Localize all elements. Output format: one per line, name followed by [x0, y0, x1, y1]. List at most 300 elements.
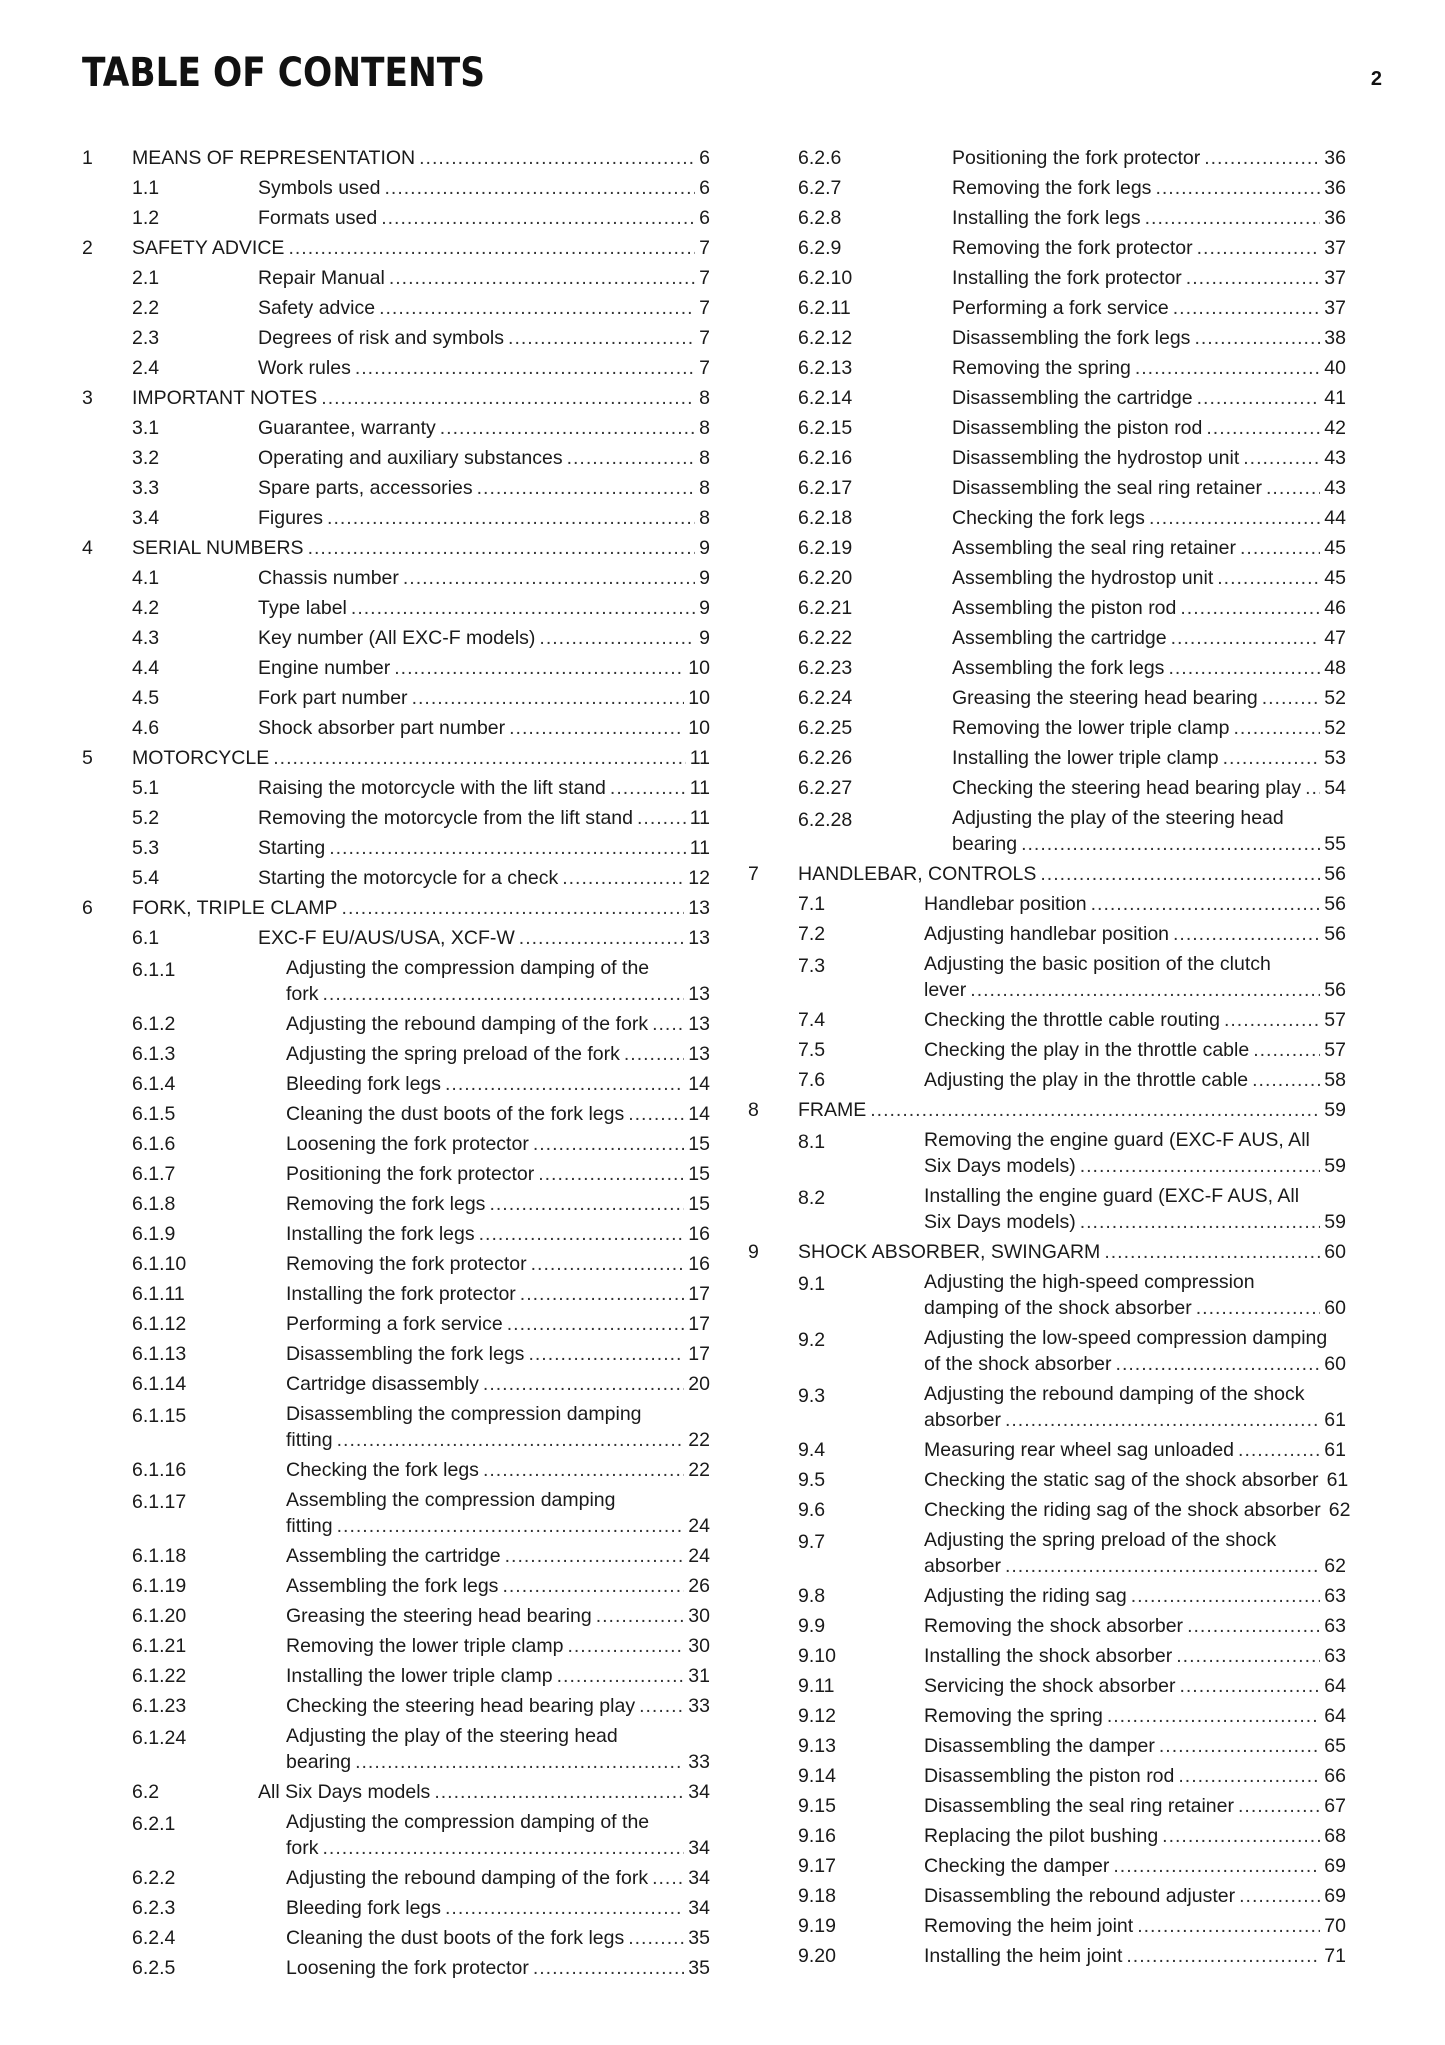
- toc-entry[interactable]: [748, 173, 1346, 203]
- dot-leader: [531, 1249, 685, 1279]
- toc-entry[interactable]: [748, 413, 1346, 443]
- toc-entry-page: 11: [689, 807, 710, 829]
- toc-entry-number: 8.1: [798, 1131, 826, 1153]
- dot-leader: [1240, 533, 1320, 563]
- toc-entry-title: Safety advice: [258, 297, 376, 319]
- toc-entry-title: Installing the lower triple clamp: [286, 1665, 553, 1687]
- dot-leader: [1262, 683, 1321, 713]
- dot-leader: [445, 1069, 684, 1099]
- dot-leader: [502, 1571, 684, 1601]
- toc-entry[interactable]: [748, 1791, 1346, 1821]
- toc-entry[interactable]: [82, 1159, 710, 1189]
- toc-entry-title: Disassembling the hydrostop unit: [952, 447, 1240, 469]
- toc-entry-number: 6.1.9: [132, 1223, 176, 1245]
- toc-entry[interactable]: [82, 803, 710, 833]
- toc-entry-page: 13: [688, 1043, 710, 1065]
- toc-entry[interactable]: [82, 503, 710, 533]
- toc-entry[interactable]: [748, 1379, 1346, 1435]
- toc-entry[interactable]: [82, 293, 710, 323]
- toc-entry-page: 11: [689, 777, 710, 799]
- dot-leader: [1178, 1761, 1320, 1791]
- toc-entry[interactable]: [748, 383, 1346, 413]
- toc-entry-title: fork: [286, 1837, 319, 1859]
- toc-entry-number: 6.2.13: [798, 357, 853, 379]
- dot-leader: [1206, 413, 1320, 443]
- toc-entry-page: 36: [1324, 177, 1346, 199]
- toc-entry-page: 38: [1324, 327, 1346, 349]
- toc-entry-title: Adjusting the spring preload of the shock: [924, 1529, 1277, 1551]
- toc-entry-page: 8: [699, 417, 710, 439]
- toc-entry-page: 16: [688, 1253, 710, 1275]
- toc-entry[interactable]: [748, 203, 1346, 233]
- dot-leader: [557, 1661, 685, 1691]
- toc-entry-title: Adjusting the rebound damping of the fork: [286, 1867, 649, 1889]
- page-number: 2: [1370, 68, 1382, 90]
- toc-entry[interactable]: [748, 743, 1346, 773]
- toc-entry[interactable]: [748, 323, 1346, 353]
- toc-entry[interactable]: [82, 1691, 710, 1721]
- toc-entry-title: Assembling the cartridge: [952, 627, 1167, 649]
- toc-entry[interactable]: [82, 473, 710, 503]
- toc-entry[interactable]: [748, 713, 1346, 743]
- toc-entry-number: 2.1: [132, 267, 160, 289]
- toc-entry[interactable]: [82, 683, 710, 713]
- toc-entry-title: Greasing the steering head bearing: [952, 687, 1258, 709]
- dot-leader: [1126, 1941, 1320, 1971]
- toc-entry[interactable]: [82, 1893, 710, 1923]
- toc-entry-title: Disassembling the damper: [924, 1735, 1155, 1757]
- toc-entry[interactable]: [82, 863, 710, 893]
- dot-leader: [1173, 293, 1321, 323]
- toc-entry[interactable]: [748, 1267, 1346, 1323]
- toc-entry-title: bearing: [952, 833, 1018, 855]
- toc-entry[interactable]: [748, 473, 1346, 503]
- toc-entry-page: 20: [688, 1373, 710, 1395]
- toc-entry[interactable]: [748, 1941, 1346, 1971]
- dot-leader: [1253, 1035, 1320, 1065]
- toc-entry[interactable]: [748, 1435, 1346, 1465]
- toc-entry[interactable]: [748, 1323, 1346, 1379]
- toc-entry-title: Adjusting the low-speed compression damping: [924, 1327, 1328, 1349]
- toc-entry[interactable]: [82, 353, 710, 383]
- toc-entry[interactable]: [82, 1099, 710, 1129]
- dot-leader: [1238, 1435, 1320, 1465]
- toc-entry[interactable]: [82, 323, 710, 353]
- toc-entry[interactable]: [82, 1219, 710, 1249]
- toc-entry[interactable]: [82, 263, 710, 293]
- toc-entry-page: 35: [688, 1927, 710, 1949]
- toc-entry-number: 6.2.28: [798, 809, 853, 831]
- toc-entry[interactable]: [748, 143, 1346, 173]
- toc-entry-page: 64: [1324, 1675, 1346, 1697]
- toc-entry[interactable]: [82, 1009, 710, 1039]
- toc-entry-title: Type label: [258, 597, 347, 619]
- toc-entry[interactable]: [748, 683, 1346, 713]
- toc-entry[interactable]: [82, 1369, 710, 1399]
- toc-entry[interactable]: [82, 1541, 710, 1571]
- toc-entry[interactable]: [82, 713, 710, 743]
- toc-entry-number: 6.2.1: [132, 1813, 176, 1835]
- dot-leader: [1149, 503, 1320, 533]
- toc-entry[interactable]: [748, 623, 1346, 653]
- toc-entry[interactable]: [82, 1571, 710, 1601]
- toc-entry-title: Removing the lower triple clamp: [952, 717, 1230, 739]
- toc-entry-title: Performing a fork service: [952, 297, 1169, 319]
- toc-entry-number: 6.1.24: [132, 1727, 187, 1749]
- dot-leader: [337, 1427, 685, 1453]
- toc-entry[interactable]: [748, 1881, 1346, 1911]
- toc-entry[interactable]: [82, 893, 710, 923]
- toc-entry-title: FRAME: [798, 1099, 867, 1121]
- toc-entry-title: Degrees of risk and symbols: [258, 327, 505, 349]
- toc-entry-number: 6.1.17: [132, 1491, 187, 1513]
- toc-entry[interactable]: [82, 1631, 710, 1661]
- toc-entry-number: 9.7: [798, 1531, 826, 1553]
- toc-entry-title: Checking the steering head bearing play: [286, 1695, 636, 1717]
- toc-entry[interactable]: [82, 1661, 710, 1691]
- toc-entry[interactable]: [748, 1581, 1346, 1611]
- dot-leader: [1233, 713, 1320, 743]
- toc-entry[interactable]: [82, 383, 710, 413]
- dot-leader: [1197, 233, 1321, 263]
- toc-entry-title: Adjusting the play of the steering head: [952, 807, 1284, 829]
- toc-entry-number: 9.4: [798, 1439, 826, 1461]
- toc-entry[interactable]: [748, 1821, 1346, 1851]
- toc-entry-number: 6.2.24: [798, 687, 853, 709]
- dot-leader: [1266, 473, 1320, 503]
- dot-leader: [1155, 173, 1320, 203]
- dot-leader: [329, 833, 686, 863]
- toc-entry-title: Disassembling the rebound adjuster: [924, 1885, 1236, 1907]
- toc-entry[interactable]: [748, 1495, 1351, 1525]
- dot-leader: [637, 803, 686, 833]
- toc-entry[interactable]: [82, 1399, 710, 1455]
- toc-entry-number: 9.17: [798, 1855, 836, 1877]
- toc-entry-title: Checking the fork legs: [286, 1459, 479, 1481]
- toc-entry[interactable]: [748, 859, 1346, 889]
- toc-entry[interactable]: [82, 1601, 710, 1631]
- toc-entry-title: Installing the fork legs: [286, 1223, 475, 1245]
- toc-entry-number: 6.1.18: [132, 1545, 187, 1567]
- toc-entry-page: 33: [688, 1695, 710, 1717]
- dot-leader: [445, 1893, 684, 1923]
- toc-entry-page: 63: [1324, 1585, 1346, 1607]
- toc-entry-page: 14: [688, 1103, 710, 1125]
- dot-leader: [1239, 1881, 1320, 1911]
- toc-entry[interactable]: [748, 353, 1346, 383]
- toc-entry[interactable]: [82, 1069, 710, 1099]
- toc-entry[interactable]: [748, 443, 1346, 473]
- toc-entry-page: 56: [1324, 863, 1346, 885]
- toc-entry-title: lever: [924, 979, 967, 1001]
- toc-entry-title: Handlebar position: [924, 893, 1087, 915]
- dot-leader: [412, 683, 685, 713]
- toc-entry-title: Six Days models): [924, 1211, 1076, 1233]
- toc-entry[interactable]: [82, 593, 710, 623]
- toc-entry-page: 7: [699, 357, 710, 379]
- dot-leader: [652, 1009, 684, 1039]
- toc-entry-page: 62: [1328, 1499, 1351, 1521]
- toc-entry-page: 17: [688, 1343, 710, 1365]
- dot-leader: [394, 653, 684, 683]
- toc-entry-title: Engine number: [258, 657, 391, 679]
- toc-entry-title: SAFETY ADVICE: [132, 237, 285, 259]
- toc-entry-number: 4.3: [132, 627, 160, 649]
- toc-entry-number: 8: [748, 1099, 759, 1121]
- toc-entry-page: 62: [1324, 1555, 1346, 1577]
- dot-leader: [273, 743, 686, 773]
- toc-entry-title: Removing the motorcycle from the lift stand: [258, 807, 633, 829]
- toc-entry-page: 52: [1324, 717, 1346, 739]
- toc-entry[interactable]: [82, 533, 710, 563]
- toc-entry[interactable]: [748, 1525, 1346, 1581]
- toc-entry-title: Bleeding fork legs: [286, 1897, 442, 1919]
- toc-entry[interactable]: [748, 1035, 1346, 1065]
- toc-entry[interactable]: [82, 1039, 710, 1069]
- toc-entry-number: 6.1.11: [132, 1283, 185, 1305]
- dot-leader: [1080, 1209, 1321, 1235]
- toc-entry-number: 6.2.22: [798, 627, 853, 649]
- toc-entry[interactable]: [748, 803, 1346, 859]
- toc-entry-number: 6.2.7: [798, 177, 842, 199]
- dot-leader: [1131, 1581, 1321, 1611]
- toc-entry-page: 36: [1324, 207, 1346, 229]
- toc-entry[interactable]: [748, 1911, 1346, 1941]
- toc-entry-page: 17: [688, 1313, 710, 1335]
- toc-entry-page: 60: [1324, 1353, 1346, 1375]
- toc-entry[interactable]: [748, 919, 1346, 949]
- dot-leader: [1238, 1791, 1320, 1821]
- dot-leader: [533, 1129, 684, 1159]
- toc-entry[interactable]: [748, 1701, 1346, 1731]
- toc-entry[interactable]: [82, 773, 710, 803]
- dot-leader: [624, 1039, 684, 1069]
- toc-entry-number: 9.13: [798, 1735, 836, 1757]
- toc-entry[interactable]: [748, 1465, 1349, 1495]
- toc-entry-title: Checking the static sag of the shock absorber: [924, 1469, 1319, 1491]
- toc-entry[interactable]: [82, 1953, 710, 1983]
- dot-leader: [1104, 1237, 1320, 1267]
- toc-entry-title: Adjusting the basic position of the clutch: [924, 953, 1271, 975]
- toc-entry[interactable]: [748, 1611, 1346, 1641]
- toc-entry[interactable]: [748, 1761, 1346, 1791]
- toc-entry-page: 63: [1324, 1615, 1346, 1637]
- dot-leader: [1116, 1351, 1321, 1377]
- toc-entry-page: 57: [1324, 1039, 1346, 1061]
- toc-entry-title: MEANS OF REPRESENTATION: [132, 147, 416, 169]
- toc-entry[interactable]: [748, 593, 1346, 623]
- toc-entry-number: 6.1.1: [132, 959, 176, 981]
- dot-leader: [970, 977, 1320, 1003]
- toc-entry-number: 5.1: [132, 777, 160, 799]
- dot-leader: [308, 533, 696, 563]
- toc-entry-page: 10: [688, 657, 710, 679]
- toc-entry-page: 60: [1324, 1241, 1346, 1263]
- toc-entry-number: 9.10: [798, 1645, 836, 1667]
- toc-entry-number: 6.2.4: [132, 1927, 176, 1949]
- toc-entry-number: 6.1.8: [132, 1193, 176, 1215]
- toc-entry-page: 12: [688, 867, 710, 889]
- toc-entry-page: 57: [1324, 1009, 1346, 1031]
- toc-entry[interactable]: [748, 1125, 1346, 1181]
- toc-entry-page: 59: [1324, 1099, 1346, 1121]
- toc-entry-page: 16: [688, 1223, 710, 1245]
- toc-entry-title: Adjusting the spring preload of the fork: [286, 1043, 620, 1065]
- toc-entry-number: 6.2.26: [798, 747, 853, 769]
- toc-entry-number: 9.11: [798, 1675, 835, 1697]
- dot-leader: [507, 1309, 685, 1339]
- dot-leader: [337, 1513, 685, 1539]
- toc-entry-number: 1.1: [132, 177, 160, 199]
- toc-entry-title: Cleaning the dust boots of the fork legs: [286, 1927, 625, 1949]
- toc-entry[interactable]: [82, 1455, 710, 1485]
- toc-entry-number: 9.15: [798, 1795, 836, 1817]
- toc-entry[interactable]: [748, 233, 1346, 263]
- toc-entry[interactable]: [82, 143, 710, 173]
- toc-entry-title: Removing the heim joint: [924, 1915, 1134, 1937]
- toc-entry-page: 41: [1324, 387, 1346, 409]
- toc-entry[interactable]: [748, 1237, 1346, 1267]
- toc-entry-number: 6.2.8: [798, 207, 842, 229]
- toc-entry[interactable]: [748, 1731, 1346, 1761]
- toc-entry-page: 46: [1324, 597, 1346, 619]
- toc-entry[interactable]: [82, 1923, 710, 1953]
- toc-entry-number: 9.8: [798, 1585, 826, 1607]
- toc-entry-page: 22: [688, 1459, 710, 1481]
- toc-entry-title: Adjusting the riding sag: [924, 1585, 1127, 1607]
- toc-entry-page: 13: [688, 983, 710, 1005]
- toc-entry[interactable]: [748, 949, 1346, 1005]
- toc-entry[interactable]: [82, 833, 710, 863]
- toc-entry-page: 61: [1324, 1439, 1346, 1461]
- toc-entry[interactable]: [748, 773, 1346, 803]
- toc-entry[interactable]: [82, 1309, 710, 1339]
- dot-leader: [533, 1953, 684, 1983]
- dot-leader: [1107, 1701, 1320, 1731]
- toc-entry-page: 34: [688, 1867, 710, 1889]
- toc-entry[interactable]: [748, 563, 1346, 593]
- toc-entry-number: 6.1.16: [132, 1459, 187, 1481]
- toc-entry-page: 10: [688, 717, 710, 739]
- dot-leader: [1113, 1851, 1320, 1881]
- dot-leader: [483, 1455, 684, 1485]
- toc-entry[interactable]: [748, 1065, 1346, 1095]
- toc-entry-title: FORK, TRIPLE CLAMP: [132, 897, 338, 919]
- toc-entry[interactable]: [82, 623, 710, 653]
- toc-entry-title: Installing the fork legs: [952, 207, 1141, 229]
- dot-leader: [288, 233, 695, 263]
- toc-entry[interactable]: [748, 1851, 1346, 1881]
- dot-leader: [327, 503, 695, 533]
- toc-entry-number: 1.2: [132, 207, 160, 229]
- toc-entry-page: 64: [1324, 1705, 1346, 1727]
- toc-entry[interactable]: [82, 923, 710, 953]
- toc-entry[interactable]: [748, 293, 1346, 323]
- toc-entry-page: 70: [1324, 1915, 1346, 1937]
- toc-entry-number: 7: [748, 863, 759, 885]
- toc-entry[interactable]: [82, 1189, 710, 1219]
- toc-entry[interactable]: [82, 233, 710, 263]
- toc-entry[interactable]: [748, 503, 1346, 533]
- toc-entry[interactable]: [748, 263, 1346, 293]
- toc-entry-number: 7.2: [798, 923, 826, 945]
- toc-entry-number: 7.3: [798, 955, 826, 977]
- dot-leader: [440, 413, 695, 443]
- dot-leader: [628, 1099, 684, 1129]
- toc-entry[interactable]: [82, 1129, 710, 1159]
- toc-entry-title: Assembling the compression damping: [286, 1489, 616, 1511]
- toc-entry[interactable]: [748, 653, 1346, 683]
- dot-leader: [379, 293, 695, 323]
- toc-entry[interactable]: [82, 1721, 710, 1777]
- toc-entry-page: 15: [688, 1133, 710, 1155]
- toc-entry-page: 56: [1324, 979, 1346, 1001]
- toc-entry[interactable]: [748, 533, 1346, 563]
- toc-entry-title: Disassembling the piston rod: [952, 417, 1203, 439]
- toc-entry-number: 9: [748, 1241, 759, 1263]
- toc-entry[interactable]: [748, 1005, 1346, 1035]
- dot-leader: [508, 323, 695, 353]
- toc-entry[interactable]: [82, 1485, 710, 1541]
- dot-leader: [489, 1189, 684, 1219]
- toc-entry-title: Replacing the pilot bushing: [924, 1825, 1159, 1847]
- toc-entry[interactable]: [82, 1777, 710, 1807]
- toc-entry[interactable]: [82, 743, 710, 773]
- toc-entry[interactable]: [82, 173, 710, 203]
- toc-entry-title: Removing the fork protector: [952, 237, 1193, 259]
- toc-entry[interactable]: [748, 1671, 1346, 1701]
- toc-entry-page: 71: [1324, 1945, 1346, 1967]
- toc-entry-number: 6.1: [132, 927, 160, 949]
- toc-entry[interactable]: [82, 203, 710, 233]
- toc-entry[interactable]: [82, 1249, 710, 1279]
- toc-entry[interactable]: [748, 1181, 1346, 1237]
- toc-entry[interactable]: [82, 443, 710, 473]
- toc-entry[interactable]: [748, 1095, 1346, 1125]
- toc-entry[interactable]: [82, 1863, 710, 1893]
- toc-entry-title: Disassembling the piston rod: [924, 1765, 1175, 1787]
- toc-entry[interactable]: [748, 889, 1346, 919]
- dot-leader: [351, 593, 695, 623]
- toc-entry-number: 2.3: [132, 327, 160, 349]
- toc-entry[interactable]: [82, 413, 710, 443]
- dot-leader: [538, 1159, 684, 1189]
- toc-entry-page: 37: [1324, 297, 1346, 319]
- toc-entry-title: Removing the spring: [952, 357, 1131, 379]
- toc-entry-page: 7: [699, 237, 710, 259]
- toc-entry-number: 6.1.5: [132, 1103, 176, 1125]
- toc-entry-number: 9.14: [798, 1765, 836, 1787]
- dot-leader: [1252, 1065, 1320, 1095]
- dot-leader: [389, 263, 695, 293]
- toc-entry[interactable]: [82, 653, 710, 683]
- dot-leader: [1137, 1911, 1320, 1941]
- toc-entry-number: 6.1.15: [132, 1405, 187, 1427]
- toc-entry[interactable]: [748, 1641, 1346, 1671]
- toc-entry-page: 69: [1324, 1855, 1346, 1877]
- dot-leader: [1197, 383, 1321, 413]
- toc-entry-number: 9.2: [798, 1329, 826, 1351]
- toc-entry[interactable]: [82, 1339, 710, 1369]
- toc-entry-page: 69: [1324, 1885, 1346, 1907]
- toc-entry[interactable]: [82, 1279, 710, 1309]
- toc-entry[interactable]: [82, 1807, 710, 1863]
- toc-entry[interactable]: [82, 953, 710, 1009]
- dot-leader: [1005, 1407, 1320, 1433]
- toc-entry[interactable]: [82, 563, 710, 593]
- dot-leader: [1091, 889, 1321, 919]
- dot-leader: [477, 473, 696, 503]
